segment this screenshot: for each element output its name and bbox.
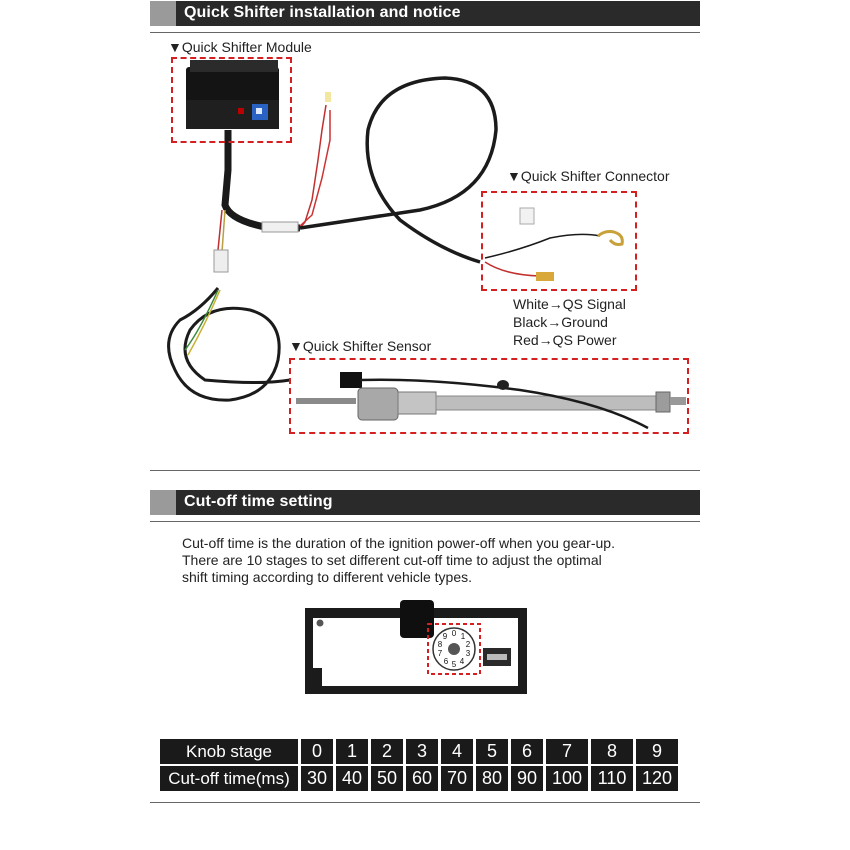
table-cell: 1 xyxy=(336,739,368,764)
table-cell: 70 xyxy=(441,766,473,791)
knob-digit: 6 xyxy=(443,657,449,666)
description-line: Cut-off time is the duration of the ignition power-off when you gear-up. xyxy=(182,535,615,551)
row-header-cutoff-time: Cut-off time(ms) xyxy=(160,766,298,791)
wire-red-label: Red→QS Power xyxy=(513,332,617,348)
section-title-installation: Quick Shifter installation and notice xyxy=(184,4,461,21)
table-cell: 110 xyxy=(591,766,633,791)
table-cell: 40 xyxy=(336,766,368,791)
wire-white-label: White→QS Signal xyxy=(513,296,626,312)
table-cell: 80 xyxy=(476,766,508,791)
knob-digit: 5 xyxy=(451,660,457,669)
knob-digit: 0 xyxy=(451,629,457,638)
table-cell: 100 xyxy=(546,766,588,791)
table-cell: 0 xyxy=(301,739,333,764)
connector-callout-box xyxy=(481,191,637,291)
knob-digit: 3 xyxy=(465,649,471,658)
table-cell: 3 xyxy=(406,739,438,764)
cutoff-description xyxy=(182,535,652,586)
connector-label: ▼Quick Shifter Connector xyxy=(507,168,670,184)
description-line: shift timing according to different vehicle types. xyxy=(182,569,473,585)
section-header-cutoff xyxy=(150,490,700,515)
table-cell: 9 xyxy=(636,739,678,764)
divider xyxy=(150,521,700,522)
module-label: ▼Quick Shifter Module xyxy=(168,39,312,55)
row-header-knob-stage: Knob stage xyxy=(160,739,298,764)
header-tab xyxy=(150,490,176,515)
knob-digit: 4 xyxy=(459,657,465,666)
wire-black-label: Black→Ground xyxy=(513,314,608,330)
table-row xyxy=(160,739,678,764)
knob-digit: 2 xyxy=(465,640,471,649)
table-cell: 90 xyxy=(511,766,543,791)
knob-digit: 7 xyxy=(437,649,443,658)
divider xyxy=(150,470,700,471)
table-cell: 6 xyxy=(511,739,543,764)
cutoff-table xyxy=(157,737,681,793)
divider xyxy=(150,802,700,803)
knob-digit: 8 xyxy=(437,640,443,649)
table-cell: 2 xyxy=(371,739,403,764)
section-title-cutoff: Cut-off time setting xyxy=(184,493,333,510)
knob-digit: 1 xyxy=(460,632,466,641)
table-cell: 8 xyxy=(591,739,633,764)
table-cell: 7 xyxy=(546,739,588,764)
table-cell: 5 xyxy=(476,739,508,764)
table-cell: 120 xyxy=(636,766,678,791)
module-callout-box xyxy=(171,57,292,143)
table-cell: 60 xyxy=(406,766,438,791)
sensor-callout-box xyxy=(289,358,689,434)
knob-digit: 9 xyxy=(442,632,448,641)
table-row xyxy=(160,766,678,791)
table-cell: 50 xyxy=(371,766,403,791)
sensor-label: ▼Quick Shifter Sensor xyxy=(289,338,432,354)
module-knob-diagram xyxy=(305,600,527,694)
table-cell: 4 xyxy=(441,739,473,764)
description-line: There are 10 stages to set different cut-off time to adjust the optimal xyxy=(182,552,602,568)
table-cell: 30 xyxy=(301,766,333,791)
